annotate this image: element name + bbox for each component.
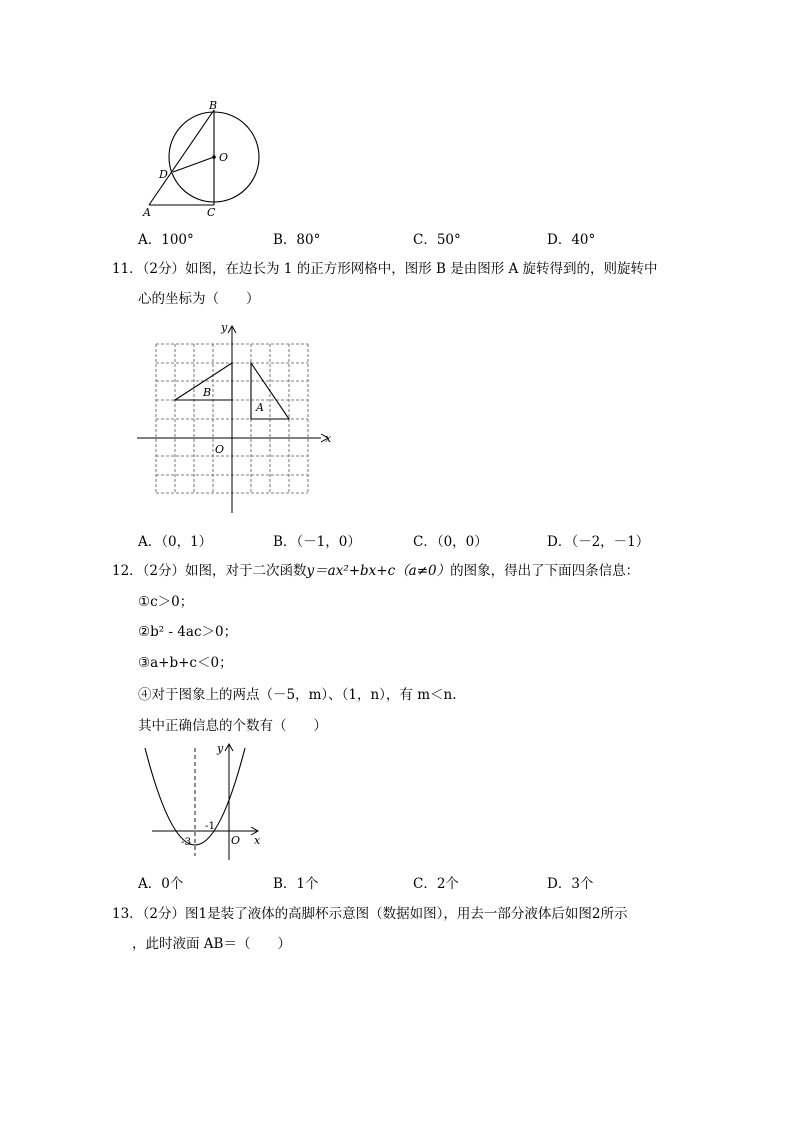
q11-stem-line2: 心的坐标为（ ） <box>138 291 260 307</box>
label-A: A <box>143 206 151 219</box>
grid-rotation-figure <box>135 318 340 518</box>
tick-neg1-label: -1 <box>205 820 216 832</box>
q12-option-d: D．3个 <box>547 876 594 892</box>
q13-stem-line2: ，此时液面 AB＝（ ） <box>132 936 291 952</box>
shape-a-label: A <box>256 401 264 414</box>
q12-info-1: ①c＞0； <box>138 594 194 610</box>
q12-info-3: ③a+b+c＜0； <box>138 655 233 671</box>
tick-neg3-label: -3 <box>181 836 192 848</box>
q12-stem-suffix: 的图象，得出了下面四条信息： <box>450 563 640 579</box>
q10-option-b: B．80° <box>273 232 321 248</box>
q12-option-c: C．2个 <box>413 876 459 892</box>
y-axis-label: y <box>221 321 228 334</box>
q10-option-c: C．50° <box>413 232 461 248</box>
q11-option-d: D．（－2，－1） <box>547 534 650 550</box>
q10-option-a: A．100° <box>138 232 194 248</box>
label-B: B <box>209 99 218 112</box>
circle-tangent-figure <box>135 95 275 225</box>
q11-option-a: A．（0，1） <box>138 534 213 550</box>
shape-b-label: B <box>203 386 212 399</box>
q13-stem-line1: 13．（2分）图1是装了液体的高脚杯示意图（数据如图），用去一部分液体后如图2所示 <box>112 906 628 922</box>
q12-option-a: A．0个 <box>138 876 184 892</box>
q11-option-c: C．（0，0） <box>413 534 488 550</box>
q10-option-d: D．40° <box>547 232 596 248</box>
label-C: C <box>207 206 216 219</box>
label-O: O <box>219 151 229 164</box>
label-D: D <box>159 168 168 181</box>
y-axis-label: y <box>217 742 224 755</box>
q12-question: 其中正确信息的个数有（ ） <box>138 718 327 734</box>
x-axis-label: x <box>254 834 261 847</box>
x-axis-label: x <box>325 432 332 445</box>
q12-function: y＝ax²+bx+c（a≠0） <box>306 563 451 579</box>
q11-option-b: B．（－1，0） <box>273 534 361 550</box>
parabola-figure <box>140 738 270 863</box>
q12-stem-prefix: 12．（2分）如图，对于二次函数 <box>112 563 307 579</box>
q11-stem-line1: 11．（2分）如图，在边长为 1 的正方形网格中，图形 B 是由图形 A 旋转得到的，则旋转中 <box>112 261 658 277</box>
q12-stem <box>112 562 639 580</box>
q12-info-4: ④对于图象上的两点（－5，m）、（1，n），有 m＜n. <box>138 687 457 703</box>
origin-label: O <box>231 834 241 847</box>
origin-label: O <box>215 443 225 456</box>
q12-info-2: ②b² - 4ac＞0； <box>138 624 238 640</box>
q12-option-b: B．1个 <box>273 876 319 892</box>
